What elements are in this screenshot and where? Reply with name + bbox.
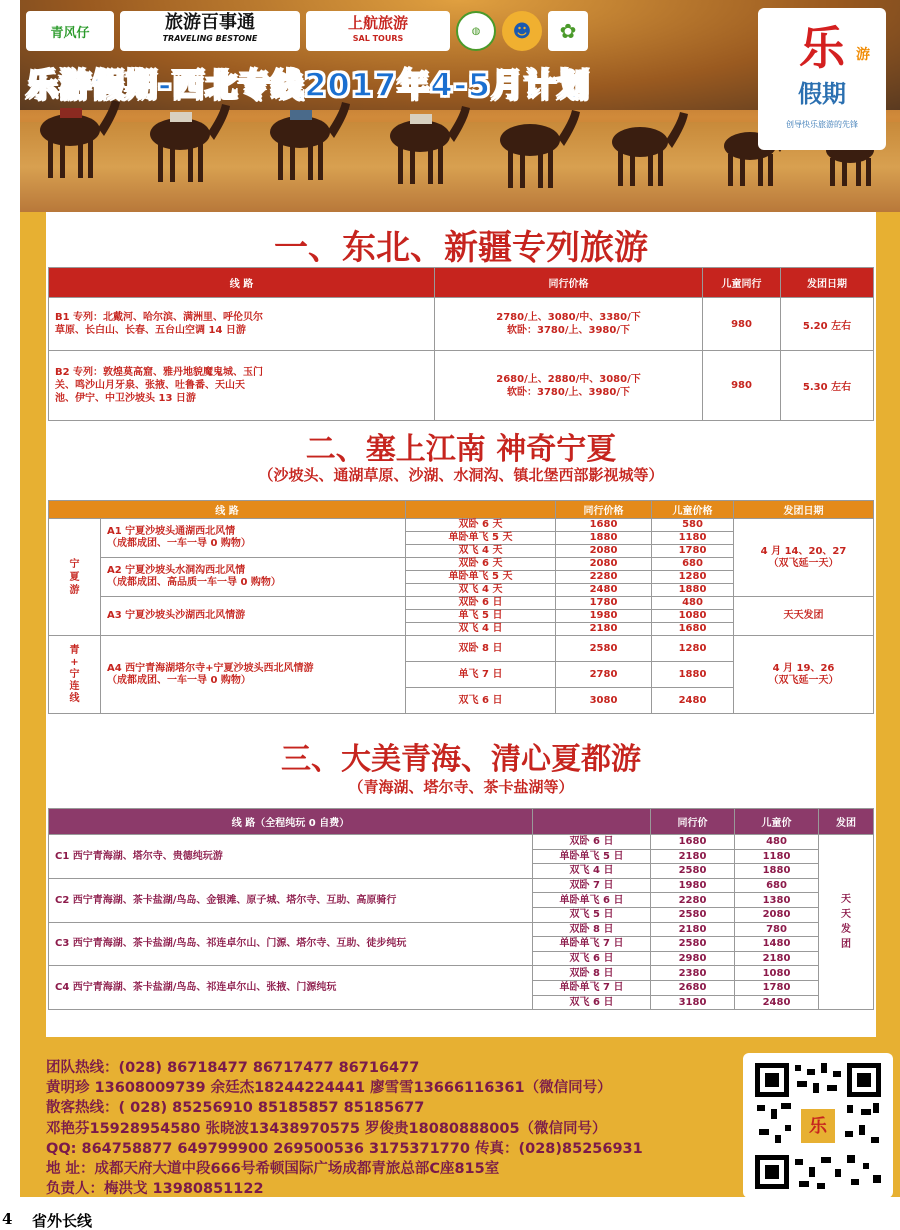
col-route: 线 路 (49, 501, 406, 519)
route-cell: C3 西宁青海湖、茶卡盐湖/鸟岛、祁连卓尔山、门源、塔尔寺、互助、徒步纯玩 (49, 922, 533, 966)
partner-logos (26, 8, 588, 54)
type-cell: 双飞 5 日 (533, 907, 651, 922)
type-cell: 双飞 6 日 (533, 951, 651, 966)
route-cell: A1 宁夏沙坡头通湖西北风情 （成都成团、一车一导 0 购物） (101, 519, 406, 558)
bestone-name: 旅游百事通 (165, 12, 255, 33)
section3-table (48, 808, 874, 1010)
child-cell: 480 (735, 835, 819, 850)
bestone-en: TRAVELING BESTONE (162, 34, 258, 43)
type-cell: 双飞 6 日 (406, 688, 556, 714)
type-cell: 双飞 4 天 (406, 545, 556, 558)
type-cell: 双卧 6 日 (406, 597, 556, 610)
header-banner (20, 0, 900, 212)
price-cell: 2080 (556, 545, 652, 558)
section2-table (48, 500, 874, 714)
price-cell: 2780 (556, 662, 652, 688)
type-cell: 双飞 4 天 (406, 584, 556, 597)
contact-line: 团队热线：(028) 86718477 86717477 86716477 (46, 1060, 420, 1076)
price-cell: 2680/上、2880/中、3080/下 软卧：3780/上、3980/下 (435, 351, 703, 421)
price-cell: 1680 (556, 519, 652, 532)
group-label: 青 + 宁 连 线 (49, 636, 101, 714)
price-cell: 2480 (556, 584, 652, 597)
table-row (49, 835, 874, 850)
price-cell: 2280 (556, 571, 652, 584)
price-cell: 1980 (556, 610, 652, 623)
col-type (406, 501, 556, 519)
child-cell: 1880 (735, 864, 819, 879)
price-cell: 2080 (556, 558, 652, 571)
price-cell: 2180 (556, 623, 652, 636)
child-cell: 1080 (735, 966, 819, 981)
type-cell: 双卧 6 天 (406, 558, 556, 571)
type-cell: 双卧 6 天 (406, 519, 556, 532)
child-cell: 680 (652, 558, 734, 571)
child-cell: 1680 (652, 623, 734, 636)
child-cell: 1780 (652, 545, 734, 558)
table-row (49, 966, 874, 981)
child-cell: 2180 (735, 951, 819, 966)
child-cell: 1080 (652, 610, 734, 623)
main-title: 乐游假期-西北专线2017年4-5月计划 (26, 66, 591, 104)
section1-table (48, 267, 874, 421)
logo-bear-icon: ☻ (502, 11, 542, 51)
route-cell: A3 宁夏沙坡头沙湖西北风情游 (101, 597, 406, 636)
child-cell: 1880 (652, 662, 734, 688)
sal-en: SAL TOURS (352, 34, 404, 43)
price-cell: 2580 (556, 636, 652, 662)
col-date: 发团 (819, 809, 874, 835)
price-cell: 2380 (651, 966, 735, 981)
type-cell: 双飞 4 日 (406, 623, 556, 636)
type-cell: 单卧单飞 6 日 (533, 893, 651, 908)
price-cell: 3080 (556, 688, 652, 714)
svg-text:乐: 乐 (809, 1115, 827, 1137)
child-cell: 1280 (652, 571, 734, 584)
route-cell: C2 西宁青海湖、茶卡盐湖/鸟岛、金银滩、原子城、塔尔寺、互助、高原骑行 (49, 878, 533, 922)
child-cell: 2080 (735, 907, 819, 922)
col-price: 同行价格 (556, 501, 652, 519)
col-price: 同行价 (651, 809, 735, 835)
col-date: 发团日期 (781, 268, 874, 298)
type-cell: 单卧单飞 7 日 (533, 937, 651, 952)
col-type (533, 809, 651, 835)
col-child: 儿童价 (735, 809, 819, 835)
price-cell: 2780/上、3080/中、3380/下 软卧：3780/上、3980/下 (435, 298, 703, 351)
child-cell: 480 (652, 597, 734, 610)
table-row (49, 597, 874, 610)
price-cell: 2580 (651, 864, 735, 879)
sal-name: 上航旅游 (347, 14, 408, 32)
table-row (49, 298, 874, 351)
brand-tag: 游 (856, 47, 870, 63)
contact-info (46, 1058, 746, 1199)
type-cell: 单卧单飞 5 天 (406, 532, 556, 545)
section3-title: 三、大美青海、清心夏都游 (281, 742, 641, 777)
type-cell: 单卧单飞 5 天 (406, 571, 556, 584)
contact-line: 黄明珍 13608009739 余廷杰18244224441 廖雪雪13666116361（微信同号） (46, 1080, 612, 1097)
col-route: 线 路 (49, 268, 435, 298)
child-cell: 1380 (735, 893, 819, 908)
contact-line: 邓艳芬15928954580 张晓波13438970575 罗俊贵18080888005（微信同号） (46, 1120, 607, 1137)
type-cell: 单飞 7 日 (406, 662, 556, 688)
type-cell: 双卧 8 日 (406, 636, 556, 662)
footer-label: 省外长线 (32, 1212, 93, 1230)
child-cell: 1780 (735, 980, 819, 995)
qr-code-box (743, 1053, 893, 1198)
logo-round-green: ◍ (456, 11, 496, 51)
section1-title: 一、东北、新疆专列旅游 (274, 228, 648, 268)
group-label: 宁 夏 游 (49, 519, 101, 636)
qr-code-icon (751, 1059, 885, 1193)
table-row (49, 519, 874, 532)
brand-slogan: 创导快乐旅游的先锋 (786, 120, 858, 129)
date-cell: 4 月 19、26 （双飞延一天） (734, 636, 874, 714)
child-cell: 1180 (735, 849, 819, 864)
price-cell: 2280 (651, 893, 735, 908)
date-cell: 4 月 14、20、27 （双飞延一天） (734, 519, 874, 597)
col-route: 线 路（全程纯玩 0 自费） (49, 809, 533, 835)
route-cell: C1 西宁青海湖、塔尔寺、贵德纯玩游 (49, 835, 533, 879)
price-cell: 1880 (556, 532, 652, 545)
child-cell: 1180 (652, 532, 734, 545)
price-cell: 2180 (651, 849, 735, 864)
route-cell: C4 西宁青海湖、茶卡盐湖/鸟岛、祁连卓尔山、张掖、门源纯玩 (49, 966, 533, 1010)
price-cell: 1980 (651, 878, 735, 893)
price-cell: 3180 (651, 995, 735, 1010)
price-cell: 1780 (556, 597, 652, 610)
price-cell: 2580 (651, 937, 735, 952)
child-cell: 980 (703, 351, 781, 421)
brand-name: 假期 (798, 80, 846, 108)
child-cell: 1880 (652, 584, 734, 597)
child-cell: 1280 (652, 636, 734, 662)
route-cell: A2 宁夏沙坡头水洞沟西北风情 （成都成团、高品质一车一导 0 购物） (101, 558, 406, 597)
child-cell: 2480 (735, 995, 819, 1010)
logo-sal-tours (306, 11, 450, 51)
type-cell: 双卧 8 日 (533, 922, 651, 937)
page-number: 4 (2, 1210, 13, 1228)
date-cell: 天 天 发 团 (819, 835, 874, 1010)
date-cell: 5.30 左右 (781, 351, 874, 421)
section2-title: 二、塞上江南 神奇宁夏 (305, 432, 617, 467)
content-panel (46, 212, 876, 1037)
child-cell: 980 (703, 298, 781, 351)
child-cell: 2480 (652, 688, 734, 714)
logo-bestone (120, 11, 300, 51)
date-cell: 天天发团 (734, 597, 874, 636)
contact-line: 地 址：成都天府大道中段666号希顿国际广场成都青旅总部C座815室 (46, 1161, 500, 1178)
brand-big-char: 乐 (799, 21, 845, 75)
table-row (49, 636, 874, 662)
table-header (49, 809, 874, 835)
table-header (49, 501, 874, 519)
child-cell: 680 (735, 878, 819, 893)
table-header (49, 268, 874, 298)
table-row (49, 878, 874, 893)
col-child: 儿童同行 (703, 268, 781, 298)
type-cell: 双卧 6 日 (533, 835, 651, 850)
type-cell: 单卧单飞 5 日 (533, 849, 651, 864)
brand-logo-box (758, 8, 886, 150)
col-date: 发团日期 (734, 501, 874, 519)
child-cell: 580 (652, 519, 734, 532)
type-cell: 单飞 5 日 (406, 610, 556, 623)
col-price: 同行价格 (435, 268, 703, 298)
contact-line: 负责人：梅洪戈 13980851122 (46, 1181, 264, 1198)
page-footer (0, 1208, 900, 1230)
type-cell: 双飞 6 日 (533, 995, 651, 1010)
type-cell: 双飞 4 日 (533, 864, 651, 879)
table-row (49, 922, 874, 937)
route-cell: A4 西宁青海湖塔尔寺+宁夏沙坡头西北风情游 （成都成团、一车一导 0 购物） (101, 636, 406, 714)
table-row (49, 351, 874, 421)
type-cell: 单卧单飞 7 日 (533, 980, 651, 995)
child-cell: 780 (735, 922, 819, 937)
type-cell: 双卧 8 日 (533, 966, 651, 981)
contact-line: QQ: 864758877 649799900 269500536 3175371770 传真：(028)85256931 (46, 1140, 643, 1157)
route-cell: B1 专列：北戴河、哈尔滨、满洲里、呼伦贝尔 草原、长白山、长春、五台山空调 14 日游 (49, 298, 435, 351)
logo-qingfengzai: 青风仔 (26, 11, 114, 51)
type-cell: 双卧 7 日 (533, 878, 651, 893)
contact-line: 散客热线：( 028) 85256910 85185857 85185677 (46, 1100, 425, 1117)
col-child: 儿童价格 (652, 501, 734, 519)
route-cell: B2 专列：敦煌莫高窟、雅丹地貌魔鬼城、玉门 关、鸣沙山月牙泉、张掖、吐鲁番、天山天 池、伊宁、中卫沙坡头 13 日游 (49, 351, 435, 421)
price-cell: 2980 (651, 951, 735, 966)
price-cell: 2680 (651, 980, 735, 995)
date-cell: 5.20 左右 (781, 298, 874, 351)
child-cell: 1480 (735, 937, 819, 952)
price-cell: 2180 (651, 922, 735, 937)
price-cell: 1680 (651, 835, 735, 850)
price-cell: 2580 (651, 907, 735, 922)
section3-subtitle: （青海湖、塔尔寺、茶卡盐湖等） (348, 778, 574, 796)
logo-leaf-icon: ✿ (548, 11, 588, 51)
section2-subtitle: （沙坡头、通湖草原、沙湖、水洞沟、镇北堡西部影视城等） (258, 466, 664, 484)
